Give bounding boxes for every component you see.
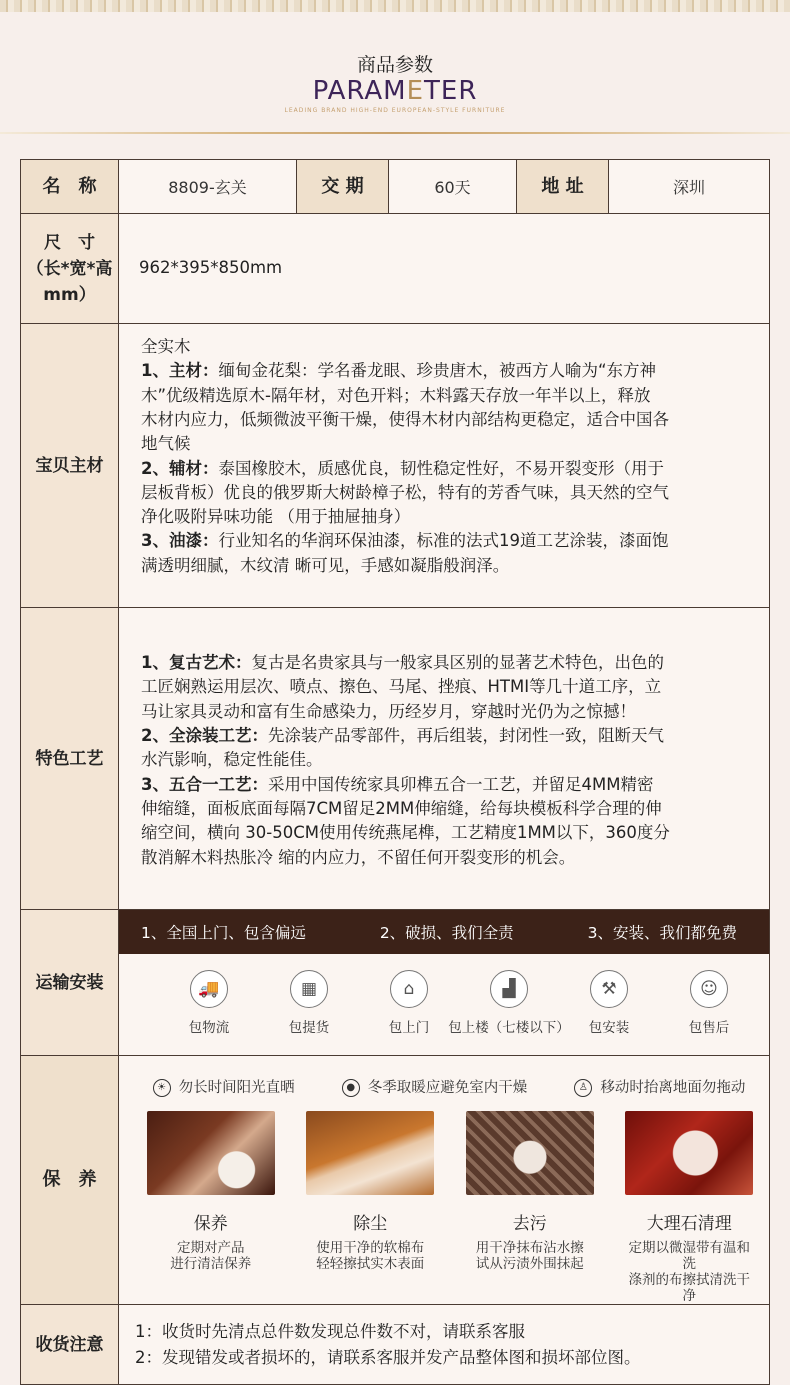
- delivery-value: 60天: [389, 160, 517, 214]
- address-label: 地 址: [517, 160, 609, 214]
- care-tip: ♙ 移动时抬离地面勿拖动: [574, 1076, 745, 1097]
- decorative-top-border: [0, 0, 790, 12]
- size-label-line2: （长*宽*高mm）: [26, 258, 113, 305]
- maintenance-image: [147, 1111, 275, 1195]
- material-line: 1、主材：缅甸金花梨：学名番龙眼、珍贵唐木，被西方人喻为“东方神: [141, 361, 657, 381]
- shipping-cell: [119, 910, 770, 1056]
- delivery-label: 交 期: [297, 160, 389, 214]
- header-title-en-accent: E: [406, 76, 425, 106]
- customer-service-icon: ☺: [690, 970, 728, 1008]
- craft-line: 3、五合一工艺：采用中国传统家具卯榫五合一工艺，并留足4MM精密: [141, 774, 654, 794]
- lift-icon: ♙: [574, 1079, 592, 1097]
- sun-icon: ☀: [153, 1079, 171, 1097]
- material-line: 木”优级精选原木-隔年材，对色开料；木料露天存放一年半以上，释放: [141, 385, 651, 405]
- table-row-notice: [21, 1305, 770, 1385]
- craft-line: 伸缩缝，面板底面每隔7CM留足2MM伸缩缝，给每块模板科学合理的伸: [141, 798, 662, 818]
- shipping-banner: [119, 910, 769, 954]
- header-title-en: [0, 76, 790, 106]
- service-item: 🚚 包物流: [159, 970, 259, 1054]
- craft-line: 2、全涂装工艺：先涂装产品零部件，再后组装，封闭性一致，阻断天气: [141, 726, 664, 746]
- care-tips: [119, 1056, 769, 1097]
- shipping-promise: 3、安装、我们都免费: [587, 924, 737, 942]
- table-row-size: [21, 214, 770, 324]
- craft-line: 1、复古艺术：复古是名贵家具与一般家具区别的显著艺术特色，出色的: [141, 653, 664, 673]
- care-tip: ☀ 勿长时间阳光直晒: [153, 1076, 295, 1097]
- table-row-name: [21, 160, 770, 214]
- care-label: 保 养: [21, 1056, 119, 1305]
- section-header: [0, 12, 790, 134]
- service-item: ☺ 包售后: [659, 970, 759, 1054]
- craft-cell: [119, 608, 770, 910]
- material-label: 宝贝主材: [21, 324, 119, 608]
- care-method: 保养 定期对产品 进行清洁保养: [147, 1111, 275, 1304]
- notice-cell: [119, 1305, 770, 1385]
- notice-label: 收货注意: [21, 1305, 119, 1385]
- install-icon: ⚒: [590, 970, 628, 1008]
- material-line: 满透明细腻，木纹清 晰可见，手感如凝脂般润泽。: [141, 555, 510, 575]
- table-row-shipping: [21, 910, 770, 1056]
- name-label: 名 称: [21, 160, 119, 214]
- material-text: [119, 335, 769, 596]
- notice-line: 1：收货时先清点总件数发现总件数不对，请联系客服: [135, 1321, 525, 1341]
- stairs-icon: ▟: [490, 970, 528, 1008]
- size-label-line1: 尺 寸: [44, 232, 95, 253]
- marble-cleaning-image: [625, 1111, 753, 1195]
- craft-label: 特色工艺: [21, 608, 119, 910]
- craft-line: 马让家具灵动和富有生命感染力，历经岁月，穿越时光仍为之惊撼！: [141, 701, 636, 721]
- shipping-promise: 1、全国上门、包含偏远: [141, 924, 306, 942]
- shipping-services: [119, 954, 769, 1054]
- header-title-en-part1: PARAM: [312, 76, 407, 106]
- care-method: 去污 用干净抹布沾水擦 试从污渍外围抹起: [466, 1111, 594, 1304]
- material-line: 净化吸附异味功能 （用于抽屉抽身）: [141, 507, 411, 527]
- stain-removal-image: [466, 1111, 594, 1195]
- service-item: ▟ 包上楼（七楼以下）: [459, 970, 559, 1054]
- table-row-craft: [21, 608, 770, 910]
- care-methods: [119, 1097, 769, 1304]
- gold-divider: [0, 132, 790, 134]
- craft-line: 缩空间，横向 30-50CM使用传统燕尾榫，工艺精度1MM以下，360度分: [141, 823, 670, 843]
- material-line: 层板背板）优良的俄罗斯大树龄樟子松，特有的芳香气味，具天然的空气: [141, 482, 669, 502]
- service-item: ▦ 包提货: [259, 970, 359, 1054]
- dusting-image: [306, 1111, 434, 1195]
- service-item: ⌂ 包上门: [359, 970, 459, 1054]
- care-method: 除尘 使用干净的软棉布 轻轻擦拭实木表面: [306, 1111, 434, 1304]
- craft-line: 工匠娴熟运用层次、喷点、擦色、马尾、挫痕、HTMI等几十道工序，立: [141, 677, 662, 697]
- header-title-cn: 商品参数: [356, 54, 433, 76]
- name-value: 8809-玄关: [119, 160, 297, 214]
- door-delivery-icon: ⌂: [390, 970, 428, 1008]
- table-row-material: [21, 324, 770, 608]
- care-cell: [119, 1056, 770, 1305]
- shipping-promise: 2、破损、我们全责: [379, 924, 514, 942]
- material-line: 3、油漆：行业知名的华润环保油漆，标准的法式19道工艺涂装，漆面饱: [141, 531, 669, 551]
- pickup-icon: ▦: [290, 970, 328, 1008]
- craft-line: 散消解木料热胀冷 缩的内应力，不留任何开裂变形的机会。: [141, 847, 576, 867]
- material-line: 木材内应力，低频微波平衡干燥，使得木材内部结构更稳定，适合中国各: [141, 409, 669, 429]
- droplet-icon: ●: [342, 1079, 360, 1097]
- truck-icon: 🚚: [190, 970, 228, 1008]
- notice-line: 2：发现错发或者损坏的，请联系客服并发产品整体图和损坏部位图。: [135, 1347, 641, 1367]
- craft-line: 水汽影响，稳定性能佳。: [141, 750, 323, 770]
- size-label: [21, 214, 119, 324]
- service-item: ⚒ 包安装: [559, 970, 659, 1054]
- material-line: 地气候: [141, 434, 191, 454]
- address-value: 深圳: [609, 160, 770, 214]
- header-title-en-part2: TER: [424, 76, 478, 106]
- shipping-label: 运输安装: [21, 910, 119, 1056]
- header-subtitle: LEADING BRAND HIGH-END EUROPEAN-STYLE FURNITURE: [284, 107, 506, 114]
- size-value: 962*395*850mm: [139, 258, 283, 278]
- care-method: 大理石清理 定期以微湿带有温和洗 涤剂的布擦拭清洗干净: [625, 1111, 753, 1304]
- material-cell: [119, 324, 770, 608]
- size-cell: [119, 214, 770, 324]
- parameter-table: [20, 159, 770, 1385]
- material-line: 2、辅材：泰国橡胶木，质感优良，韧性稳定性好，不易开裂变形（用于: [141, 458, 664, 478]
- care-tip: ● 冬季取暖应避免室内干燥: [342, 1076, 528, 1097]
- craft-text: [119, 647, 769, 870]
- material-line: 全实木: [141, 337, 191, 357]
- table-row-care: [21, 1056, 770, 1305]
